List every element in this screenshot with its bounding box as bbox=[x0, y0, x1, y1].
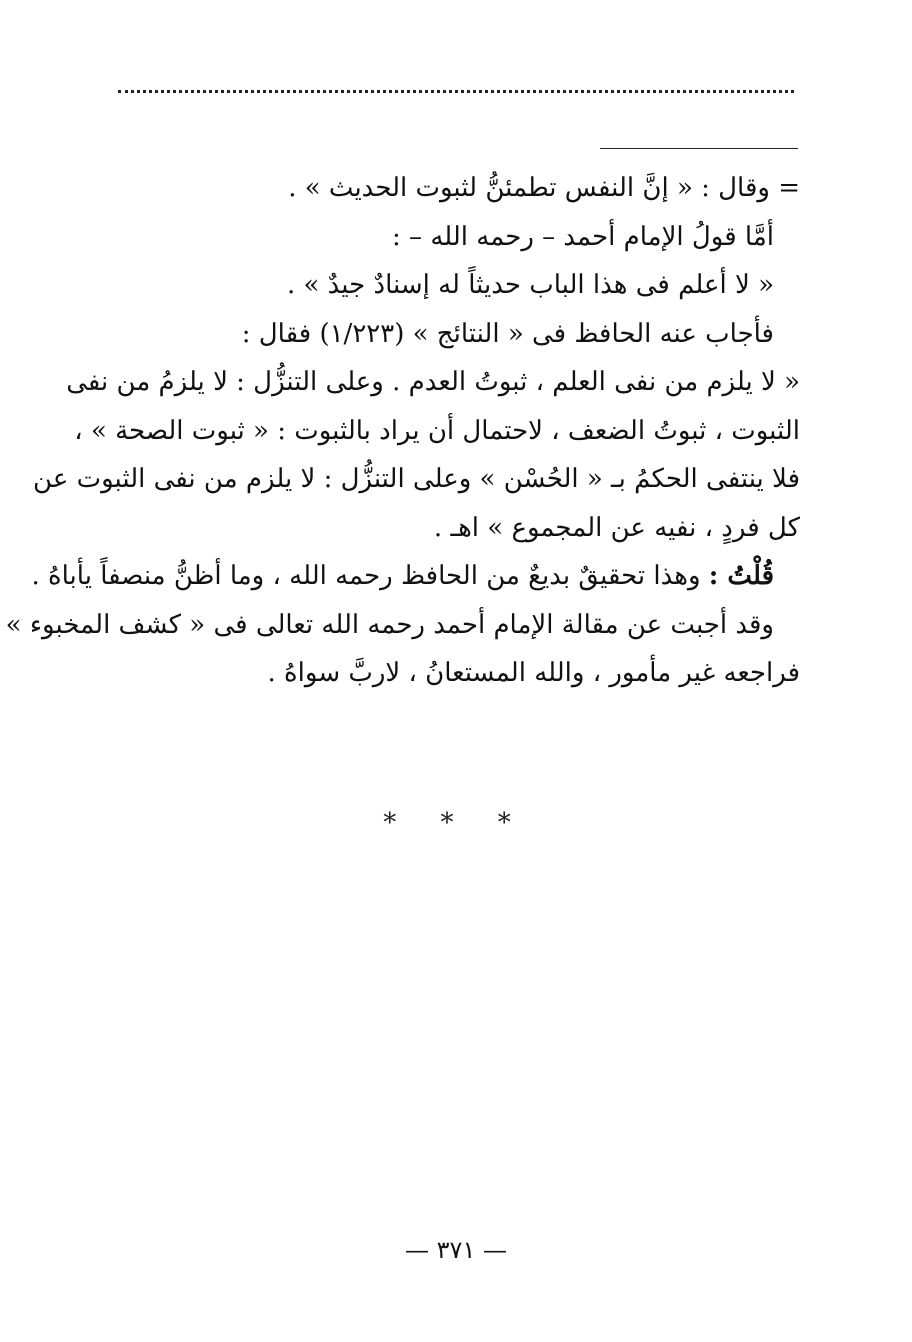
footnote-line-9-text: وهذا تحقيقٌ بديعٌ من الحافظ رحمه الله ، وما أظنُّ منصفاً يأباهُ . bbox=[31, 561, 701, 591]
page-number: — ٣٧١ — bbox=[405, 1236, 507, 1264]
qult-word: قُلْتُ : bbox=[708, 561, 774, 591]
footnote-line-3: « لا أعلم فى هذا الباب حديثاً له إسنادٌ جيدٌ » . bbox=[286, 270, 774, 300]
footnote-separator-rule bbox=[600, 148, 798, 149]
footnote-line-4: فأجاب عنه الحافظ فى « النتائج » (١/٢٢٣) فقال : bbox=[241, 318, 774, 349]
footnote-line-7: فلا ينتفى الحكمُ بـ « الحُسْن » وعلى التنزُّل : لا يلزم من نفى الثبوت عن bbox=[33, 464, 800, 494]
footnote-text bbox=[5, 164, 800, 698]
footnote-line-11: فراجعه غير مأمور ، والله المستعانُ ، لاربَّ سواهُ . bbox=[267, 658, 800, 688]
footnote-line-9 bbox=[31, 552, 800, 601]
header-dotted-rule bbox=[118, 90, 794, 93]
footnote-line-1: = وقال : « إنَّ النفس تطمئنُّ لثبوت الحديث » . bbox=[288, 173, 800, 203]
footnote-line-5: « لا يلزم من نفى العلم ، ثبوتُ العدم . وعلى التنزُّل : لا يلزمُ من نفى bbox=[66, 367, 800, 397]
footnote-line-8: كل فردٍ ، نفيه عن المجموع » اهـ . bbox=[433, 512, 800, 543]
footnote-line-2: أمَّا قولُ الإمام أحمد – رحمه الله – : bbox=[392, 221, 774, 252]
footnote-line-10: وقد أجبت عن مقالة الإمام أحمد رحمه الله تعالى فى « كشف المخبوء » bbox=[5, 609, 774, 640]
footnote-line-6: الثبوت ، ثبوتُ الضعف ، لاحتمال أن يراد بالثبوت : « ثبوت الصحة » ، bbox=[74, 415, 800, 446]
section-separator-stars: * * * bbox=[383, 808, 529, 838]
